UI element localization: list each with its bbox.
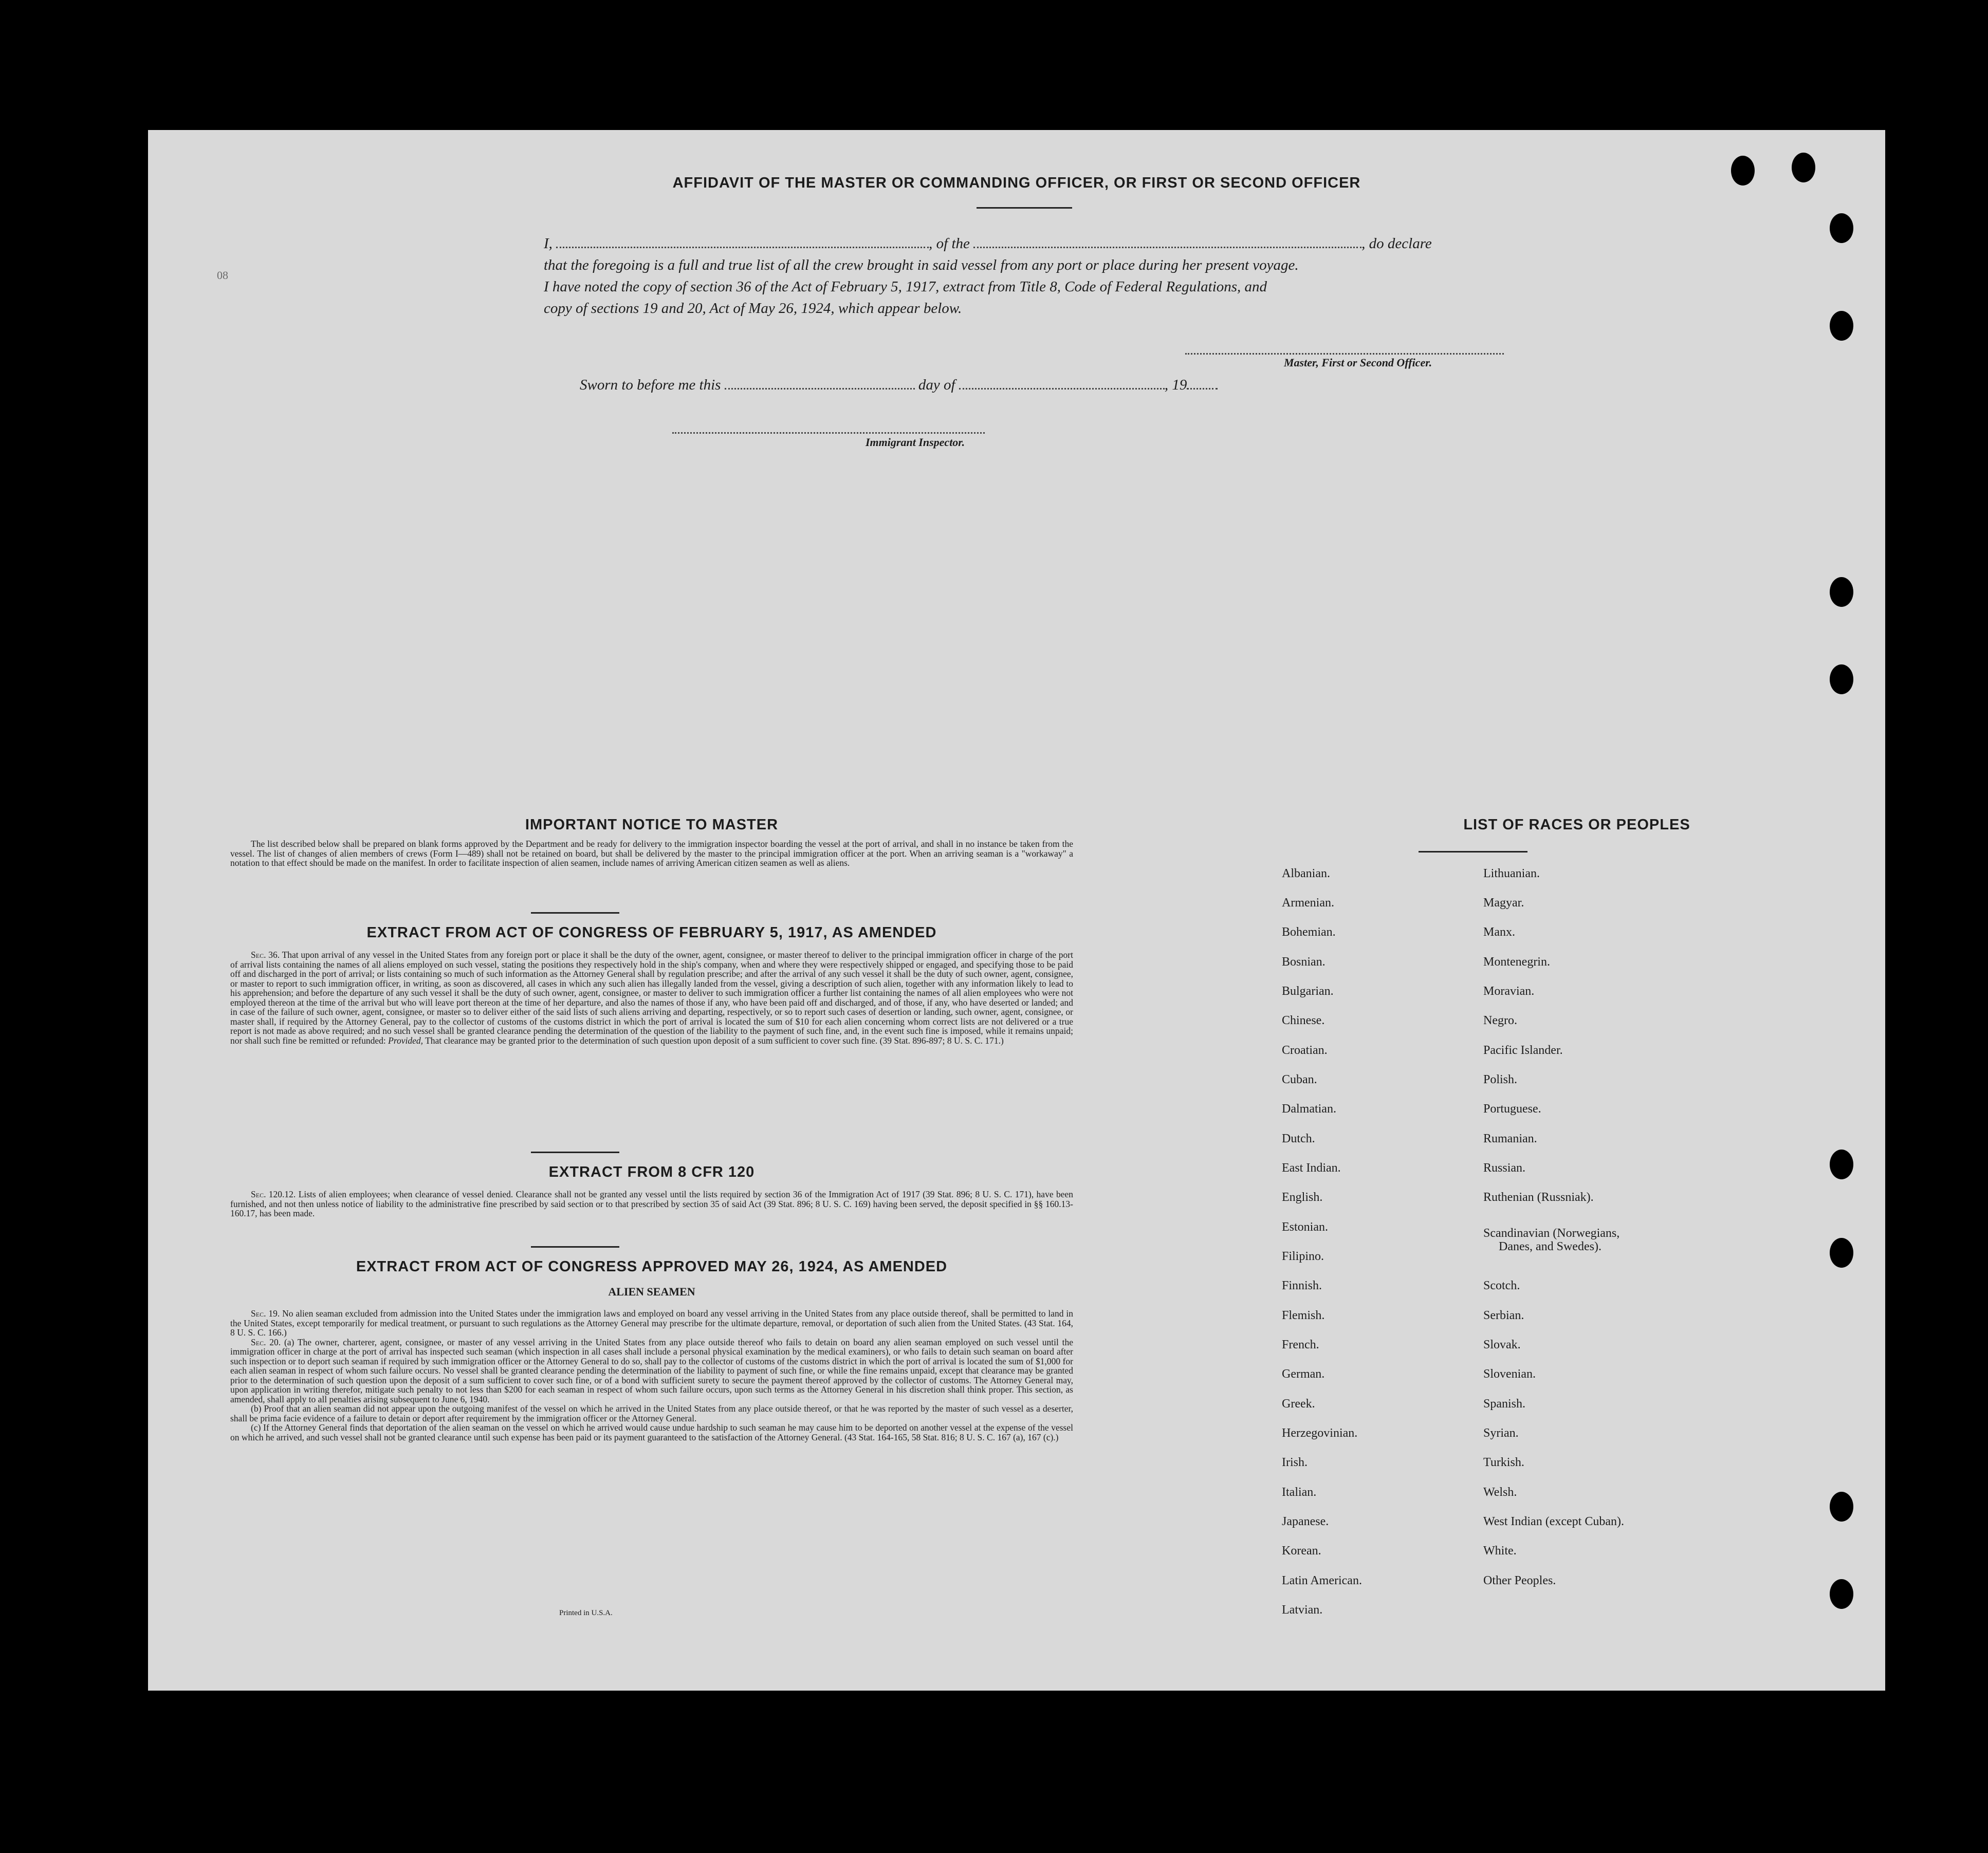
- binder-hole: [1830, 1150, 1853, 1179]
- race-col2-item: Spanish.: [1483, 1397, 1526, 1411]
- race-col2-item: Turkish.: [1483, 1456, 1524, 1469]
- sec-20a-text: (a) The owner, charterer, agent, consignee, or master of any vessel arriving in the United States from any place outside thereof who fails to detain on board any alien seaman employed on such vessel until the immigration officer in charge at the port of arrival has inspected such seaman (which inspection in all cases shall include a personal physical examination by the medical examiners), or who fails to detain such seaman on board after such inspection or to deport such seaman if required by such immigration officer or the Attorney General to do so, shall pay to the collector of customs of the customs district in which the port of arrival is located the sum of $1,000 for each alien seaman in respect of whom such failure occurs. No vessel shall be granted clearance pending the determination of the liability to payment of such fine, or while the fine remains unpaid, except that clearance may be granted prior to the determination of such question upon the deposit of a sum sufficient to cover such fine, or of a bond with sufficient surety to secure the payment thereof approved by the collector of customs. The Attorney General may, upon application in writing therefor, mitigate such penalty to not less than $200 for each seaman in respect of whom such failure occurs, upon such terms as the Attorney General in his discretion shall think proper. This section, as amended, shall apply to all penalties arising subsequent to June 6, 1940.: [230, 1337, 1073, 1404]
- race-col2-item: Montenegrin.: [1483, 955, 1550, 969]
- races-title-rule: [1419, 851, 1527, 853]
- race-col1-item: Italian.: [1282, 1486, 1317, 1499]
- race-col1-item: Japanese.: [1282, 1515, 1329, 1528]
- binder-hole: [1830, 213, 1853, 243]
- race-col1-item: Greek.: [1282, 1397, 1315, 1411]
- race-col1-item: Armenian.: [1282, 896, 1334, 910]
- declaration-do-declare: , do declare: [1361, 235, 1432, 252]
- race-col1-item: Cuban.: [1282, 1073, 1317, 1086]
- race-col1-item: German.: [1282, 1367, 1325, 1381]
- sworn-month-blank[interactable]: [959, 376, 1165, 390]
- sec-120-label: Sec. 120.12.: [251, 1189, 296, 1199]
- race-col2-item: Rumanian.: [1483, 1132, 1537, 1145]
- declaration-i: I,: [544, 235, 553, 252]
- race-col2-item: Polish.: [1483, 1073, 1518, 1086]
- binder-hole: [1830, 664, 1853, 694]
- title-rule: [977, 207, 1072, 209]
- race-col1-item: Latvian.: [1282, 1603, 1323, 1617]
- race-col1-item: East Indian.: [1282, 1161, 1341, 1175]
- declaration-line-3: I have noted the copy of section 36 of the Act of February 5, 1917, extract from Title 8, Code of Federal Regulations, and: [544, 279, 1267, 295]
- declaration-line-2: that the foregoing is a full and true list of all the crew brought in said vessel from any port or place during her present voyage.: [544, 257, 1299, 273]
- sec-36-proviso: Provided,: [388, 1035, 423, 1046]
- binder-hole: [1830, 311, 1853, 341]
- extract-1924-title: EXTRACT FROM ACT OF CONGRESS APPROVED MAY 26, 1924, AS AMENDED: [356, 1258, 948, 1275]
- section-rule: [531, 1152, 619, 1153]
- race-col2-item: Negro.: [1483, 1014, 1517, 1027]
- binder-hole: [1830, 1492, 1853, 1522]
- sec-19-text: No alien seaman excluded from admission into the United States under the immigration laws and employed on board any vessel arriving in the United States from any place outside thereof, shall be permitted to land in the United States, except temporarily for medical treatment, or pursuant to such regulations as the Attorney General may prescribe for the ultimate departure, removal, or deportation of such alien from the United States. (43 Stat. 164, 8 U. S. C. 166.): [230, 1308, 1073, 1338]
- margin-mark: 08: [217, 269, 228, 282]
- binder-hole: [1830, 577, 1853, 607]
- race-col1-item: Dutch.: [1282, 1132, 1315, 1145]
- race-col1-item: French.: [1282, 1338, 1319, 1351]
- race-col2-item: Manx.: [1483, 925, 1515, 939]
- alien-seamen-subtitle: ALIEN SEAMEN: [608, 1285, 695, 1298]
- declaration-line-1: [544, 233, 1495, 254]
- race-col2-item: Moravian.: [1483, 985, 1535, 998]
- race-col2-item: Syrian.: [1483, 1426, 1519, 1440]
- section-rule: [531, 1246, 619, 1248]
- sec-36-label: Sec. 36.: [251, 950, 280, 960]
- race-col1-item: Bulgarian.: [1282, 985, 1334, 998]
- extract-8cfr-title: EXTRACT FROM 8 CFR 120: [548, 1164, 755, 1180]
- race-col2-item: Portuguese.: [1483, 1102, 1541, 1116]
- race-col1-item: Finnish.: [1282, 1279, 1322, 1292]
- race-col2-item: Russian.: [1483, 1161, 1526, 1175]
- race-col2-item: Magyar.: [1483, 896, 1524, 910]
- race-col1-item: English.: [1282, 1191, 1323, 1204]
- inspector-signature-line[interactable]: [672, 432, 985, 434]
- vessel-blank[interactable]: [973, 234, 1361, 248]
- race-col1-item: Estonian.: [1282, 1220, 1328, 1234]
- printed-in-usa: Printed in U.S.A.: [559, 1609, 613, 1617]
- extract-8cfr-text: [230, 1190, 1073, 1218]
- race-col2-item: Serbian.: [1483, 1309, 1524, 1322]
- sec-20c-text: (c) If the Attorney General finds that deportation of the alien seaman on the vessel on which he arrived would cause undue hardship to such seaman he may cause him to be deported on another vessel at the expense of the vessel on which he arrived, and such vessel shall not be granted clearance until such expense has been paid or its payment guaranteed to the satisfaction of the Attorney General. (43 Stat. 164-165, 58 Stat. 816; 8 U. S. C. 167 (a), 167 (c).): [230, 1422, 1073, 1442]
- race-col1-item: Flemish.: [1282, 1309, 1325, 1322]
- race-col1-item: Herzegovinian.: [1282, 1426, 1358, 1440]
- affidavit-title: AFFIDAVIT OF THE MASTER OR COMMANDING OFFICER, OR FIRST OR SECOND OFFICER: [672, 175, 1361, 191]
- race-col2-item: Slovenian.: [1483, 1367, 1536, 1381]
- sec-20b-text: (b) Proof that an alien seaman did not appear upon the outgoing manifest of the vessel on which he arrived in the United States from any place outside thereof, or that he was reported by the master of such vessel as a deserter, shall be prima facie evidence of a failure to detain or deport after requirement by the immigration officer or the Attorney General.: [230, 1403, 1073, 1423]
- binder-hole: [1830, 1238, 1853, 1268]
- extract-1917-title: EXTRACT FROM ACT OF CONGRESS OF FEBRUARY 5, 1917, AS AMENDED: [366, 924, 937, 941]
- declaration-of-the: , of the: [929, 235, 970, 252]
- race-col1-item: Croatian.: [1282, 1044, 1328, 1057]
- master-caption: Master, First or Second Officer.: [1284, 356, 1432, 369]
- inspector-caption: Immigrant Inspector.: [866, 436, 965, 449]
- race-col2-item: Pacific Islander.: [1483, 1044, 1563, 1057]
- race-col2-item: Welsh.: [1483, 1486, 1517, 1499]
- races-title: LIST OF RACES OR PEOPLES: [1463, 817, 1690, 833]
- race-col2-item: Ruthenian (Russniak).: [1483, 1191, 1594, 1204]
- extract-1924-text: [230, 1309, 1073, 1442]
- section-rule: [531, 912, 619, 914]
- declaration-line-4: copy of sections 19 and 20, Act of May 26, 1924, which appear below.: [544, 300, 962, 317]
- extract-1917-text: [230, 950, 1073, 1045]
- sec-36-text-end: That clearance may be granted prior to the determination of such question upon deposit of a sum sufficient to cover such fine. (39 Stat. 896-897; 8 U. S. C. 171.): [425, 1035, 1004, 1046]
- sworn-year-blank[interactable]: [1187, 376, 1218, 390]
- race-col1-item: Bosnian.: [1282, 955, 1326, 969]
- race-col1-item: Latin American.: [1282, 1574, 1362, 1587]
- race-col2-item: Scandinavian (Norwegians,: [1483, 1227, 1620, 1240]
- notice-text: The list described below shall be prepared on blank forms approved by the Department and be ready for delivery to the immigration inspector boarding the vessel at the port of arrival, and shall in no instance be taken from the vessel. The list of changes of alien members of crews (Form I—489) shall not be retained on board, but shall be delivered by the master to the principal immigration officer at the port. When an arriving seaman is a "workaway" a notation to that effect should be made on the manifest. In order to facilitate inspection of alien seamen, include names of arriving American citizen seamen as well as aliens.: [230, 839, 1073, 868]
- race-col2-item: Slovak.: [1483, 1338, 1521, 1351]
- sworn-text: Sworn to before me this: [580, 377, 721, 393]
- race-col2-item: Danes, and Swedes).: [1499, 1240, 1602, 1253]
- race-col1-item: Dalmatian.: [1282, 1102, 1336, 1116]
- sec-20-label: Sec. 20.: [251, 1337, 281, 1347]
- race-col2-item: Lithuanian.: [1483, 867, 1540, 880]
- race-col1-item: Bohemian.: [1282, 925, 1336, 939]
- race-col1-item: Irish.: [1282, 1456, 1308, 1469]
- race-col1-item: Chinese.: [1282, 1014, 1325, 1027]
- binder-hole: [1830, 1579, 1853, 1609]
- sec-19-label: Sec. 19.: [251, 1308, 280, 1319]
- sworn-day-blank[interactable]: [725, 376, 915, 390]
- sworn-line: [580, 376, 1218, 394]
- sec-120-text: Lists of alien employees; when clearance of vessel denied. Clearance shall not be granted any vessel until the lists required by section 36 of the Immigration Act of 1917 (39 Stat. 896; 8 U. S. C. 171), have been furnished, and not then unless notice of liability to the administrative fine prescribed by said section or to that prescribed by section 35 of said Act (39 Stat. 896; 8 U. S. C. 169) having been served, the deposit specified in §§ 160.13-160.17, has been made.: [230, 1189, 1073, 1218]
- sworn-day-label: day of: [918, 377, 955, 393]
- master-signature-line[interactable]: [1185, 353, 1504, 355]
- race-col2-item: Scotch.: [1483, 1279, 1520, 1292]
- race-col1-item: Filipino.: [1282, 1250, 1324, 1263]
- race-col1-item: Albanian.: [1282, 867, 1330, 880]
- notice-title: IMPORTANT NOTICE TO MASTER: [525, 817, 779, 833]
- form-sheet: [148, 130, 1885, 1691]
- name-blank[interactable]: [556, 234, 929, 248]
- race-col2-item: Other Peoples.: [1483, 1574, 1556, 1587]
- sec-36-text: That upon arrival of any vessel in the United States from any foreign port or place it shall be the duty of the owner, agent, consignee, or master thereof to deliver to the principal immigration officer in charge of the port of arrival lists containing the names of all aliens employed on such vessel, stating the positions they respectively hold in the ship's company, when and where they were respectively shipped or engaged, and specifying those to be paid off and discharged in the port of arrival; or lists containing so much of such information as the Attorney General shall by regulation prescribe; and after the arrival of any such vessel it shall be the duty of such owner, agent, consignee, or master to report to such immigration officer, in writing, as soon as discovered, all cases in which any such alien has illegally landed from the vessel, giving a description of such alien, together with any information likely to lead to his apprehension; and before the departure of any such vessel it shall be the duty of such owner, agent, consignee, or master to deliver to such immigration officer a further list containing the names of all alien employees who were not employed thereon at the time of the arrival but who will leave port thereon at the time of her departure, and also the names of those if any, who have been paid off and discharged, and of those, if any, who have deserted or landed; and in case of the failure of such owner, agent, consignee, or master so to deliver either of the said lists of such aliens arriving and departing, respectively, or so to report such cases of desertion or landing, such owner, agent, consignee, or master shall, if required by the Attorney General, pay to the collector of customs of the customs district in which the port of arrival is located the sum of $10 for each alien concerning whom correct lists are not delivered or a true report is not made as above required; and no such vessel shall be granted clearance pending the determination of the question of the liability to the payment of such fine, and, in the event such fine is imposed, while it remains unpaid; nor shall such fine be remitted or refunded:: [230, 950, 1073, 1046]
- race-col2-item: West Indian (except Cuban).: [1483, 1515, 1624, 1528]
- race-col2-item: White.: [1483, 1544, 1517, 1558]
- declaration-text: [544, 233, 1495, 319]
- sworn-year-label: , 19: [1164, 377, 1187, 393]
- race-col1-item: Korean.: [1282, 1544, 1321, 1558]
